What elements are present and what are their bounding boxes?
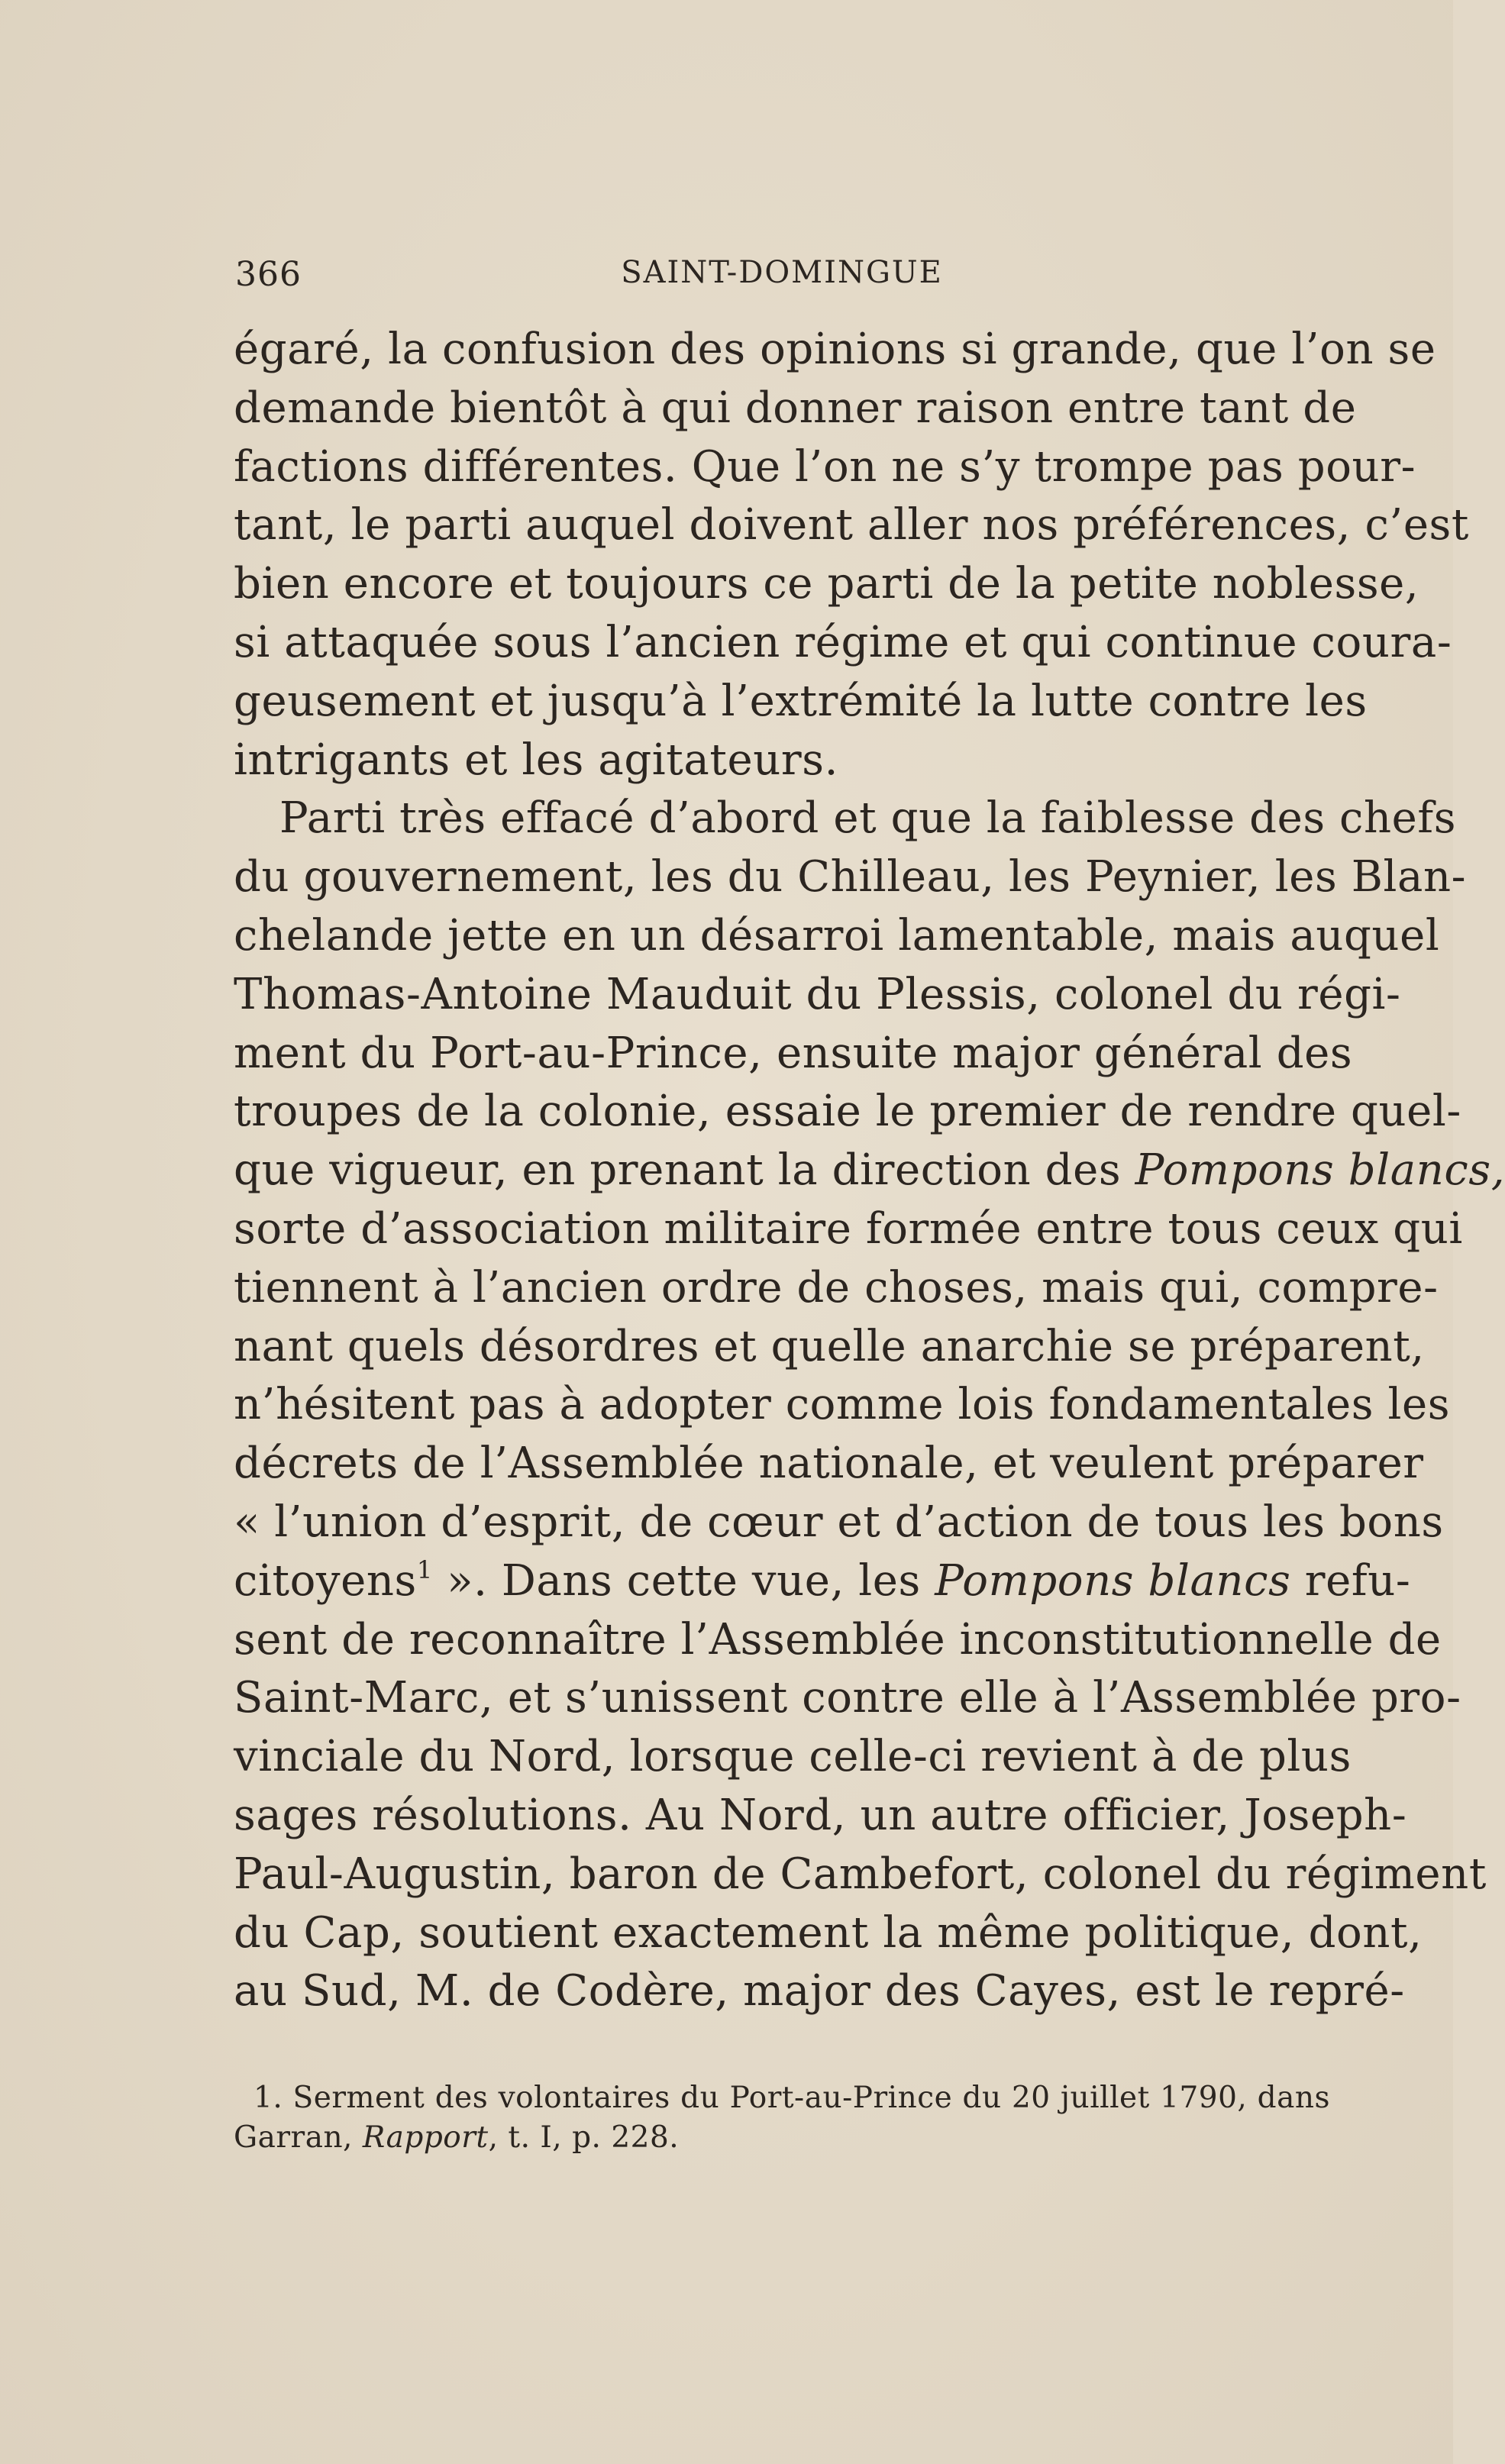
text-line: troupes de la colonie, essaie le premier de rendre quel- [234,1087,1461,1137]
text-line: sent de reconnaître l’Assemblée inconstitutionnelle de [234,1614,1442,1665]
text-segment: ». Dans cette vue, les [432,1555,935,1606]
page-header [235,255,1329,301]
text-line: geusement et jusqu’à l’extrémité la lutte contre les [234,676,1368,726]
footnotes [234,2078,1330,2158]
text-segment: que vigueur, en prenant la direction des [234,1145,1135,1196]
text-line: ment du Port-au-Prince, ensuite major général des [234,1028,1353,1078]
footnote-italic-title: Rapport [362,2120,489,2155]
running-head: SAINT-DOMINGUE [621,255,943,290]
text-line: sages résolutions. Au Nord, un autre officier, Joseph- [234,1790,1407,1840]
text-line: demande bientôt à qui donner raison entre tant de [234,383,1357,433]
text-line: décrets de l’Assemblée nationale, et veulent préparer [234,1439,1424,1489]
text-line: factions différentes. Que l’on ne s’y trompe pas pour- [234,441,1416,492]
text-segment: refu- [1290,1555,1411,1606]
text-line: au Sud, M. de Codère, major des Cayes, est le repré- [234,1966,1405,2017]
footnote-segment: , t. I, p. 228. [488,2120,680,2155]
text-line: égaré, la confusion des opinions si grande, que l’on se [234,325,1436,374]
text-line: chelande jette en un désarroi lamentable, mais auquel [234,910,1440,961]
page-number: 366 [235,255,302,294]
body-text [234,321,1505,2021]
text-segment: citoyens [234,1555,417,1606]
text-line: Saint-Marc, et s’unissent contre elle à l’Assemblée pro- [234,1673,1461,1723]
text-line: « l’union d’esprit, de cœur et d’action de tous les bons [234,1497,1444,1547]
text-line: Paul-Augustin, baron de Cambefort, colonel du régiment [234,1849,1487,1899]
text-line: n’hésitent pas à adopter comme lois fondamentales les [234,1380,1451,1430]
text-line: du gouvernement, les du Chilleau, les Peynier, les Blan- [234,852,1467,903]
text-line: du Cap, soutient exactement la même politique, dont, [234,1907,1423,1958]
footnote-reference[interactable]: 1 [416,1555,433,1584]
text-line: tiennent à l’ancien ordre de choses, mais qui, compre- [234,1262,1439,1313]
footnote-line-compound [234,2118,1330,2158]
text-line: intrigants et les agitateurs. [234,735,838,785]
italic-term: Pompons blancs, [1135,1145,1505,1196]
text-line-compound [234,1552,1411,1611]
italic-term: Pompons blancs [935,1555,1291,1606]
text-line: Parti très effacé d’abord et que la faiblesse des chefs [279,793,1457,844]
text-line: nant quels désordres et quelle anarchie se préparent, [234,1321,1425,1371]
text-line: tant, le parti auquel doivent aller nos préférences, c’est [234,500,1470,551]
text-line: si attaquée sous l’ancien régime et qui continue coura- [234,617,1452,667]
text-line-compound [234,1142,1505,1200]
footnote-line: 1. Serment des volontaires du Port-au-Prince du 20 juillet 1790, dans [254,2081,1330,2115]
text-line: sorte d’association militaire formée entre tous ceux qui [234,1203,1463,1254]
footnote-segment: Garran, [234,2120,363,2155]
text-line: vinciale du Nord, lorsque celle-ci revient à de plus [234,1732,1352,1782]
text-line: bien encore et toujours ce parti de la petite noblesse, [234,559,1419,609]
text-line: Thomas-Antoine Mauduit du Plessis, colonel du régi- [234,969,1401,1019]
